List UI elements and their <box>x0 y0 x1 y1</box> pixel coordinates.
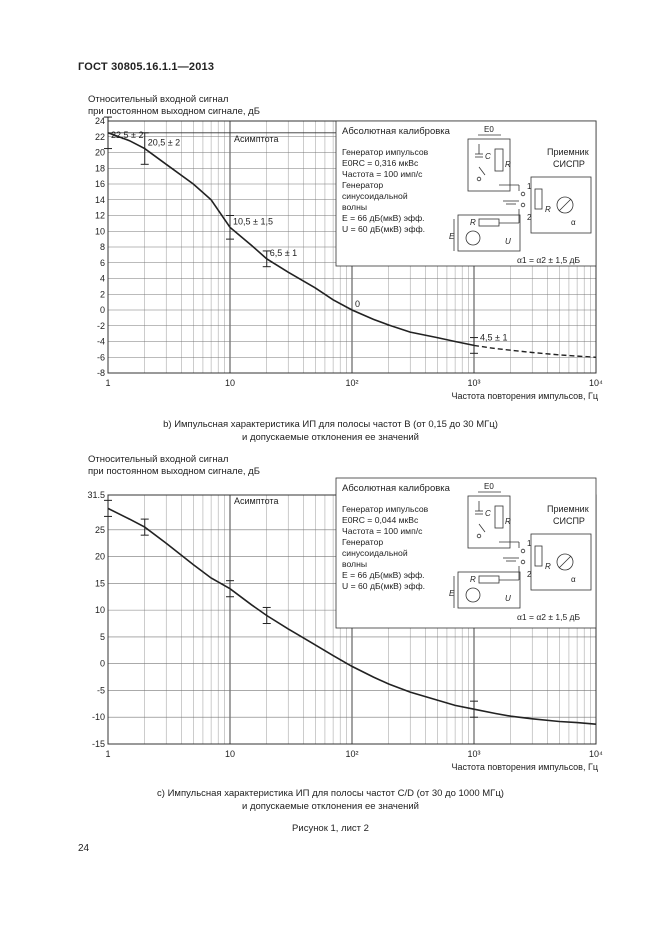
chart-b-asymptote-label: Асимптота <box>234 133 279 144</box>
chart-c-circuit-c: C <box>485 509 491 518</box>
chart-c-ylabel-line2: при постоянном выходном сигнале, дБ <box>88 466 260 477</box>
chart-b-legend-line: волны <box>342 202 367 212</box>
chart-b-tol-label: 6,5 ± 1 <box>269 247 298 258</box>
chart-c-caption <box>0 787 661 813</box>
chart-b-xlabel: Частота повторения импульсов, Гц <box>451 391 598 401</box>
chart-b-ytick-label: 0 <box>99 305 105 315</box>
chart-c-ytick-label: 10 <box>94 605 105 616</box>
chart-b-xtick-label: 10² <box>345 378 359 388</box>
chart-c-legend-title: Абсолютная калибровка <box>342 483 450 494</box>
chart-c-ytick-label: 20 <box>94 551 105 562</box>
chart-b-ytick-label: 8 <box>99 242 105 252</box>
chart-b-legend-line: Частота = 100 имп/с <box>342 169 423 179</box>
chart-b-ytick-label: 20 <box>94 147 105 158</box>
chart-c-circuit-e: E <box>449 589 455 598</box>
chart-b-tol-label: 22,5 ± 2 <box>111 129 144 140</box>
chart-b-ytick-label: 12 <box>94 210 105 221</box>
chart-c-xtick-label: 1 <box>105 749 111 759</box>
chart-b-tol-label: 0 <box>355 299 361 309</box>
chart-b-ytick-label: -6 <box>96 352 105 363</box>
chart-b-xtick-label: 10 <box>224 378 236 388</box>
chart-c-ytick-label: 15 <box>94 578 105 589</box>
chart-c-ylabel-line1: Относительный входной сигнал <box>88 454 229 465</box>
chart-b-ytick-label: 22 <box>94 131 105 142</box>
chart-b-ytick-label: 14 <box>94 194 105 205</box>
chart-c-circuit-u: U <box>505 594 511 603</box>
chart-b-ylabel-line2: при постоянном выходном сигнале, дБ <box>88 106 260 117</box>
chart-c-legend-line: U = 60 дБ(мкВ) эфф. <box>342 581 426 591</box>
chart-b-xtick-label: 10⁴ <box>589 378 603 388</box>
chart-c-circuit-gen-r: R <box>470 575 476 584</box>
chart-c-ytick-label: -5 <box>96 685 105 696</box>
chart-b-legend-line: U = 60 дБ(мкВ) эфф. <box>342 224 426 234</box>
chart-b-ytick-label: -2 <box>96 320 105 331</box>
chart-b-legend-line: Генератор <box>342 180 384 190</box>
chart-c-legend-line: синусоидальной <box>342 548 408 558</box>
chart-b-ytick-label: -8 <box>96 368 105 378</box>
chart-b-legend-line: синусоидальной <box>342 191 408 201</box>
chart-c-caption-line2: и допускаемые отклонения ее значений <box>242 801 419 812</box>
chart-b-circuit-rx-r: R <box>545 205 551 214</box>
chart-c-xlabel: Частота повторения импульсов, Гц <box>451 762 598 772</box>
chart-c-circuit-e0: E0 <box>484 482 494 491</box>
chart-c-asymptote-label: Асимптота <box>234 496 279 506</box>
chart-b-ytick-label: 6 <box>99 257 105 268</box>
chart-c-xtick-label: 10² <box>345 749 359 759</box>
chart-b-tol-label: 4,5 ± 1 <box>480 332 508 343</box>
chart-b-circuit-gen-r: R <box>470 218 476 227</box>
chart-b-ytick-label: 10 <box>94 226 105 237</box>
chart-c-legend-line: E0RC = 0,044 мкВс <box>342 515 419 525</box>
chart-c-circuit-alpha: α <box>571 575 576 584</box>
document-header: ГОСТ 30805.16.1.1—2013 <box>78 61 215 73</box>
chart-b-circuit-c: C <box>485 152 491 161</box>
chart-b-circuit-label-1: 1 <box>527 182 532 191</box>
chart-c-circuit-rx-r: R <box>545 562 551 571</box>
chart-c-xtick-label: 10 <box>224 749 236 759</box>
chart-b-ytick-label: 4 <box>99 273 105 284</box>
chart-c-circuit-alpha-eq: α1 = α2 ± 1,5 дБ <box>517 612 581 622</box>
chart-c-ytick-label: -10 <box>91 712 105 723</box>
chart-b-caption-line2: и допускаемые отклонения ее значений <box>242 432 419 443</box>
page-number: 24 <box>78 843 90 854</box>
chart-c <box>0 420 661 790</box>
chart-b-tol-label: 20,5 ± 2 <box>147 137 181 148</box>
chart-c-legend-line: Генератор <box>342 537 384 547</box>
chart-c-ytick-label: 25 <box>94 524 105 535</box>
chart-b-xtick-label: 10³ <box>467 378 481 388</box>
chart-c-ytick-label: -15 <box>91 739 105 749</box>
chart-c-xtick-label: 10⁴ <box>589 749 603 759</box>
chart-b-circuit-receiver-2: СИСПР <box>553 159 585 169</box>
chart-c-ytick-label: 31.5 <box>87 490 105 500</box>
chart-b-circuit-r: R <box>505 160 511 169</box>
chart-b-ytick-label: -4 <box>96 336 105 347</box>
chart-b-circuit-e0: E0 <box>484 125 494 134</box>
chart-b-xtick-label: 1 <box>105 378 111 388</box>
chart-b-ytick-label: 18 <box>94 163 105 174</box>
chart-b-ylabel-line1: Относительный входной сигнал <box>88 94 229 105</box>
chart-b-legend-line: E = 66 дБ(мкВ) эфф. <box>342 213 425 223</box>
chart-b-legend-title: Абсолютная калибровка <box>342 126 450 137</box>
chart-c-legend-line: Генератор импульсов <box>342 504 429 514</box>
chart-c-legend-line: волны <box>342 559 367 569</box>
chart-b-legend-line: E0RC = 0,316 мкВс <box>342 158 419 168</box>
chart-b-circuit-receiver-1: Приемник <box>547 147 589 157</box>
chart-b <box>0 0 661 420</box>
chart-b-circuit-label-2: 2 <box>527 213 532 222</box>
chart-b-caption-line1: b) Импульсная характеристика ИП для полосы частот В (от 0,15 до 30 МГц) <box>163 419 498 430</box>
chart-b-legend-line: Генератор импульсов <box>342 147 429 157</box>
chart-b-circuit-e: E <box>449 232 455 241</box>
chart-b-circuit-alpha-eq: α1 = α2 ± 1,5 дБ <box>517 255 581 265</box>
chart-c-legend-line: Частота = 100 имп/с <box>342 526 423 536</box>
chart-c-circuit-receiver-2: СИСПР <box>553 516 585 526</box>
chart-c-ytick-label: 5 <box>99 631 105 642</box>
chart-c-circuit-r: R <box>505 517 511 526</box>
chart-b-circuit-alpha: α <box>571 218 576 227</box>
chart-b-curve-dashed <box>474 345 596 357</box>
chart-c-xtick-label: 10³ <box>467 749 481 759</box>
chart-c-ytick-label: 0 <box>99 658 105 669</box>
chart-c-circuit-label-1: 1 <box>527 539 532 548</box>
chart-b-circuit-u: U <box>505 237 511 246</box>
chart-c-caption-line1: с) Импульсная характеристика ИП для полосы частот С/D (от 30 до 1000 МГц) <box>157 788 504 799</box>
chart-c-circuit-label-2: 2 <box>527 570 532 579</box>
chart-c-legend-line: E = 66 дБ(мкВ) эфф. <box>342 570 425 580</box>
chart-b-ytick-label: 16 <box>94 179 105 189</box>
chart-b-ytick-label: 24 <box>94 116 105 126</box>
figure-label: Рисунок 1, лист 2 <box>292 823 369 834</box>
chart-b-ytick-label: 2 <box>99 289 105 300</box>
chart-c-circuit-receiver-1: Приемник <box>547 504 589 514</box>
chart-b-tol-label: 10,5 ± 1,5 <box>233 216 273 227</box>
